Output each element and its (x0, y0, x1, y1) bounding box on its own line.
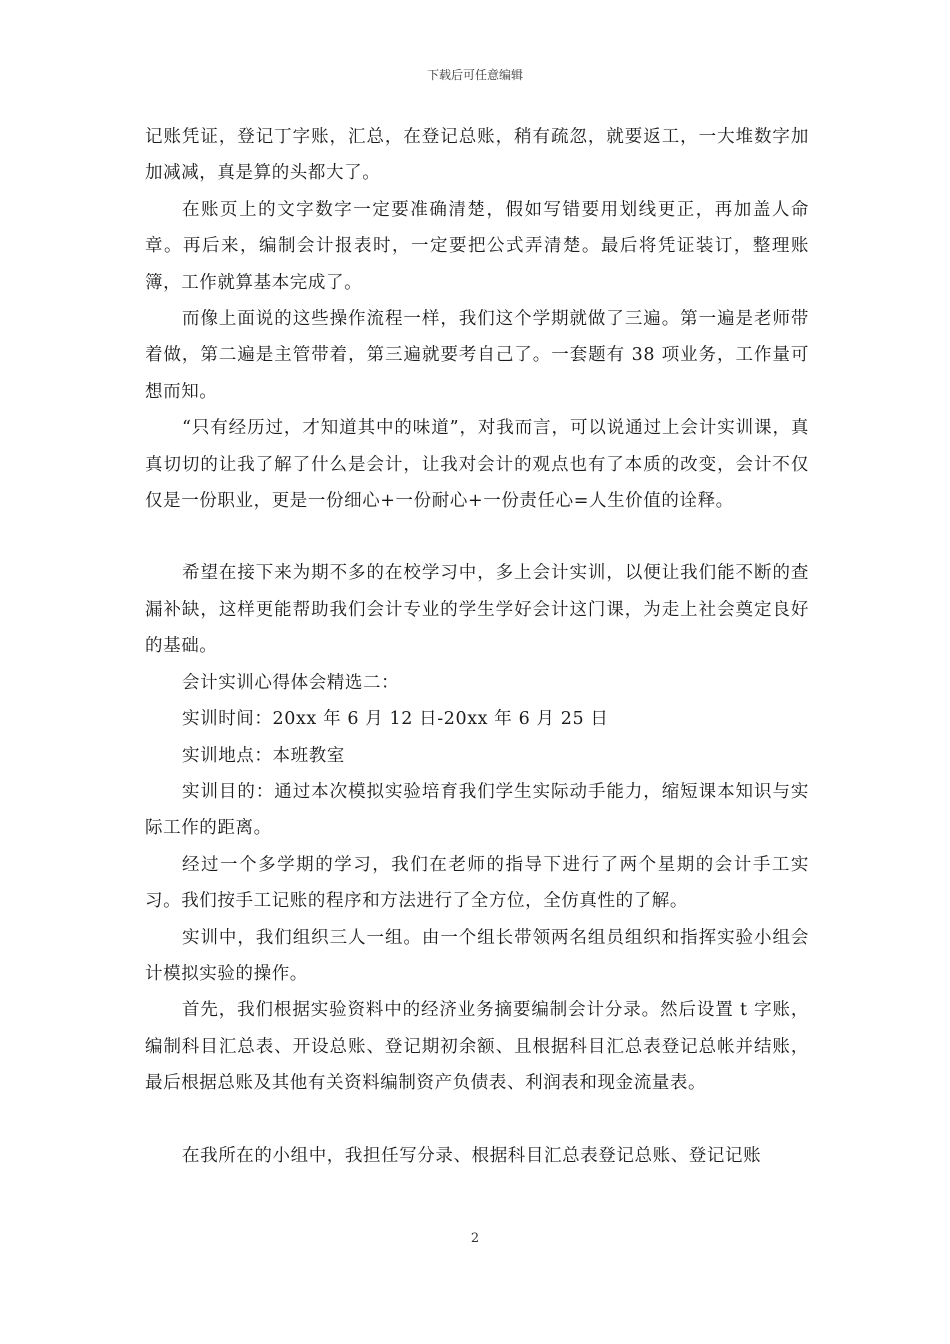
training-purpose: 实训目的：通过本次模拟实验培育我们学生实际动手能力，缩短课本知识与实际工作的距离。 (145, 781, 809, 839)
paragraph: 首先，我们根据实验资料中的经济业务摘要编制会计分录。然后设置 t 字账，编制科目汇总表、开设总账、登记期初余额、且根据科目汇总表登记总帐并结账，最后根据总账及其他有关资料编制资产负债表、利润表和现金流量表。 (145, 1000, 809, 1094)
training-time: 实训时间：20xx 年 6 月 12 日-20xx 年 6 月 25 日 (182, 709, 609, 730)
document-body (145, 119, 809, 1174)
paragraph: 实训中，我们组织三人一组。由一个组长带领两名组员组织和指挥实验小组会计模拟实验的操作。 (145, 927, 809, 984)
paragraph: 希望在接下来为期不多的在校学习中，多上会计实训，以便让我们能不断的查漏补缺，这样更能帮助我们会计专业的学生学好会计这门课，为走上社会奠定良好的基础。 (145, 563, 809, 657)
paragraph: 而像上面说的这些操作流程一样，我们这个学期就做了三遍。第一遍是老师带着做，第二遍是主管带着，第三遍就要考自己了。一套题有 38 项业务，工作量可想而知。 (145, 309, 809, 402)
section-heading: 会计实训心得体会精选二： (182, 672, 400, 693)
paragraph: 在账页上的文字数字一定要准确清楚，假如写错要用划线更正，再加盖人命章。再后来，编制会计报表时，一定要把公式弄清楚。最后将凭证装订，整理账簿，工作就算基本完成了。 (145, 199, 809, 293)
page-header: 下载后可任意编辑 (426, 68, 523, 82)
training-location: 实训地点：本班教室 (182, 745, 345, 766)
paragraph: 在我所在的小组中，我担任写分录、根据科目汇总表登记总账、登记记账 (182, 1145, 762, 1166)
paragraph: 记账凭证，登记丁字账，汇总，在登记总账，稍有疏忽，就要返工，一大堆数字加加减减，真是算的头都大了。 (145, 127, 809, 184)
page-number: 2 (470, 1231, 480, 1246)
paragraph: 经过一个多学期的学习，我们在老师的指导下进行了两个星期的会计手工实习。我们按手工记账的程序和方法进行了全方位，全仿真性的了解。 (145, 854, 809, 912)
paragraph: “只有经历过，才知道其中的味道”，对我而言，可以说通过上会计实训课，真真切切的让我了解了什么是会计，让我对会计的观点也有了本质的改变，会计不仅仅是一份职业，更是一份细心+一份耐心+一份责任心=人生价值的诠释。 (145, 418, 809, 512)
